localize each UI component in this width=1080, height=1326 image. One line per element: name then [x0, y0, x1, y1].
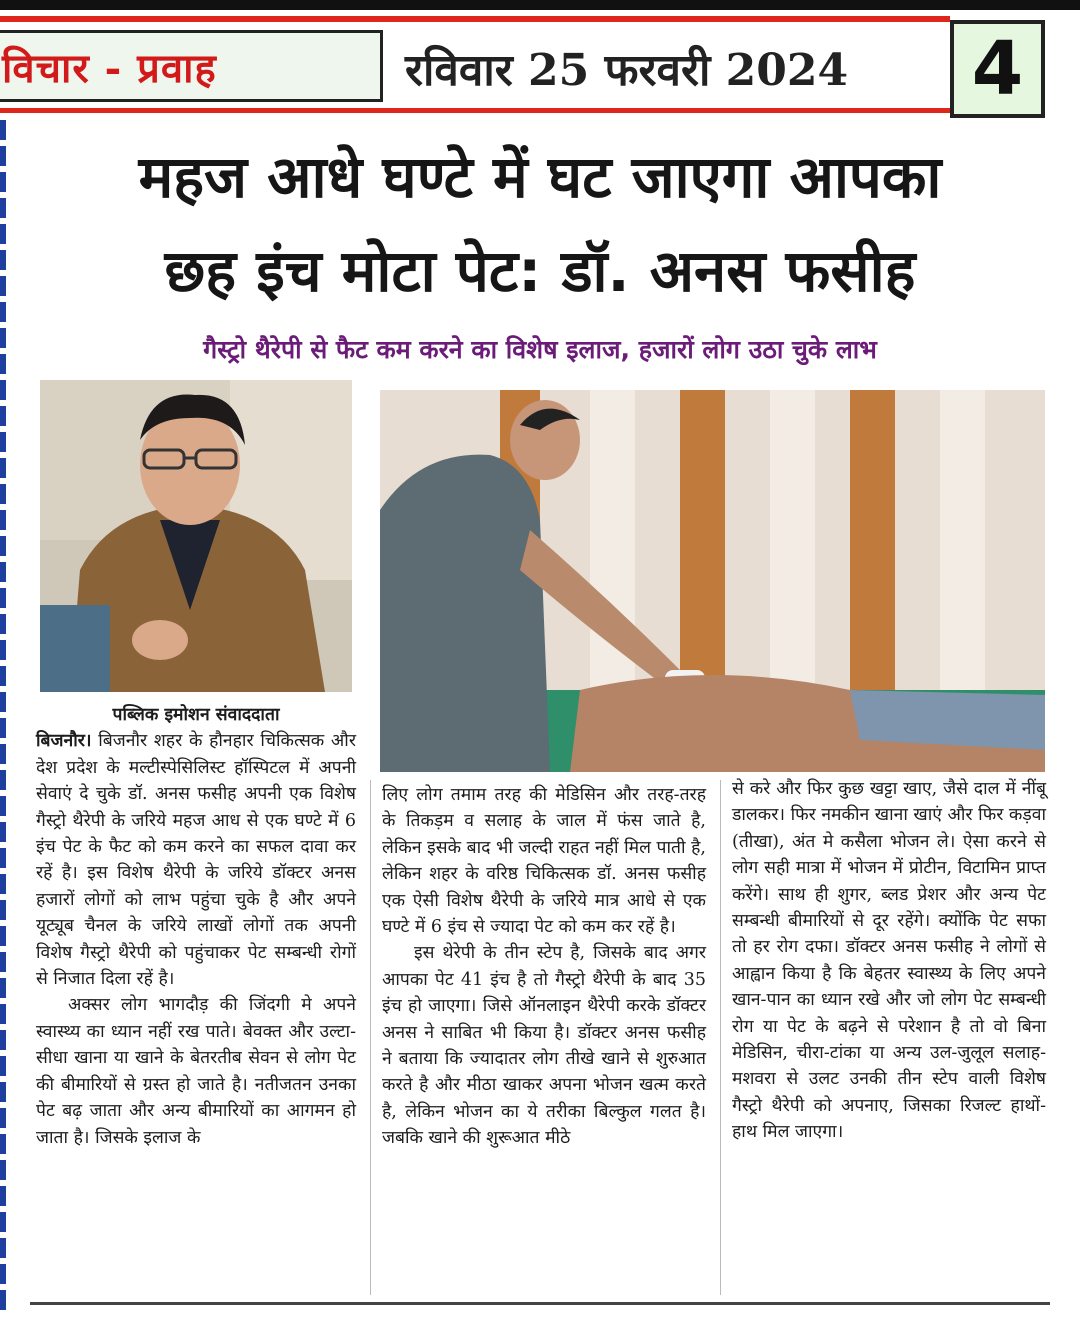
dateline	[405, 38, 925, 98]
page-number: 4	[971, 26, 1024, 112]
headline-line-2: छह इंच मोटा पेट: डॉ. अनस फसीह	[164, 237, 916, 305]
masthead-bottom-rule	[0, 108, 950, 113]
article-col2-para2: इस थेरेपी के तीन स्टेप है, जिसके बाद अगर आपका पेट 41 इंच है तो गैस्ट्रो थैरेपी के बाद 35 इंच हो जाएगा। जिसे ऑनलाइन थैरेपी करके डॉक्टर अनस ने साबित भी किया है। डॉक्टर अनस फसीह ने बताया कि ज्यादातर लोग तीखे खाने से शुरुआत करते है और मीठा खाकर अपना भोजन खत्म करते है, लेकिन भोजन का ये तरीका बिल्कुल गलत है। जबकि खाने की शुरूआत मीठे	[382, 943, 706, 1149]
article-col3-para1: से करे और फिर कुछ खट्टा खाए, जैसे दाल में नींबू डालकर। फिर नमकीन खाना खाएं और फिर कड़वा (तीखा), अंत मे कसैला भोजन ले। ऐसा करने से लोग सही मात्रा में भोजन में प्रोटीन, विटामिन प्राप्त करेंगे। साथ ही शुगर, ब्लड प्रेशर और अन्य पेट सम्बन्धी बीमारियों से दूर रहेंगे। क्योंकि पेट सफा तो हर रोग दफा। डॉक्टर अनस फसीह ने लोगों से आह्वान किया है कि बेहतर स्वास्थ्य के लिए अपने खान-पान का ध्यान रखे और जो लोग पेट सम्बन्धी रोग या पेट के बढ़ने से परेशान है तो वो बिना मेडिसिन, चीरा-टांका या अन्य उल-जुलूल सलाह-मशवरा से उलट उनकी तीन स्टेप वाली विशेष गैस्ट्रो थैरेपी को अपनाए, जिसका रिजल्ट हाथों-हाथ मिल जाएगा।	[732, 779, 1046, 1143]
masthead-top-rule	[0, 16, 950, 22]
dateline-text: रविवार 25 फरवरी 2024	[405, 45, 849, 96]
bottom-rule	[30, 1302, 1050, 1305]
masthead-title: विचार - प्रवाह	[2, 44, 217, 92]
column-rule-2	[720, 780, 721, 1295]
column-rule-1	[370, 780, 371, 1295]
article-col1-para1	[36, 728, 356, 992]
article-dateline: बिजनौर।	[36, 731, 92, 752]
article-column-1	[36, 702, 356, 1151]
top-black-bar	[0, 0, 1080, 10]
page-number-box	[950, 20, 1045, 118]
headline	[30, 130, 1050, 318]
headline-line-1: महज आधे घण्टे में घट जाएगा आपका	[138, 143, 942, 211]
article-col2-para1: लिए लोग तमाम तरह की मेडिसिन और तरह-तरह के तिकड़म व सलाह के जाल में फंस जाते है, लेकिन इसके बाद भी जल्दी राहत नहीं मिल पाती है, लेकिन शहर के वरिष्ठ चिकित्सक डॉ. अनस फसीह एक ऐसी विशेष थैरेपी के जरिये मात्र आधे से एक घण्टे में 6 इंच से ज्यादा पेट को कम कर रहें है।	[382, 785, 706, 938]
masthead	[0, 30, 383, 102]
article-column-3	[732, 776, 1046, 1146]
doctor-portrait-photo	[40, 380, 352, 692]
article-col1-para2: अक्सर लोग भागदौड़ की जिंदगी मे अपने स्वास्थ्य का ध्यान नहीं रख पाते। बेवक्त और उल्टा-सीधा खाना या खाने के बेतरतीब सेवन से लोग पेट की बीमारियों से ग्रस्त हो जाते है। नतीजतन उनका पेट बढ़ जाता और अन्य बीमारियों का आगमन हो जाता है। जिसके इलाज के	[36, 995, 356, 1148]
left-dashed-border	[0, 120, 6, 1310]
article-column-2	[382, 782, 706, 1152]
subheadline: गैस्ट्रो थैरेपी से फैट कम करने का विशेष इलाज, हजारों लोग उठा चुके लाभ	[203, 335, 877, 364]
therapy-session-photo	[380, 390, 1045, 772]
article-col1-para1-text: बिजनौर शहर के हौनहार चिकित्सक और देश प्रदेश के मल्टीस्पेसिलिस्ट हॉस्पिटल में अपनी सेवाएं दे चुके डॉ. अनस फसीह अपनी एक विशेष गैस्ट्रो थैरेपी के जरिये महज आध से एक घण्टे में 6 इंच पेट के फैट को कम करने का सफल दावा कर रहें है। इस विशेष थैरेपी के जरिये डॉक्टर अनस हजारों लोगों को लाभ पहुंचा चुके है और अपने यूट्यूब चैनल के जरिये लाखों लोगों तक अपनी विशेष गैस्ट्रो थैरेपी को पहुंचाकर पेट सम्बन्धी रोगों से निजात दिला रहें है।	[36, 731, 356, 990]
article-byline: पब्लिक इमोशन संवाददाता	[112, 705, 280, 725]
